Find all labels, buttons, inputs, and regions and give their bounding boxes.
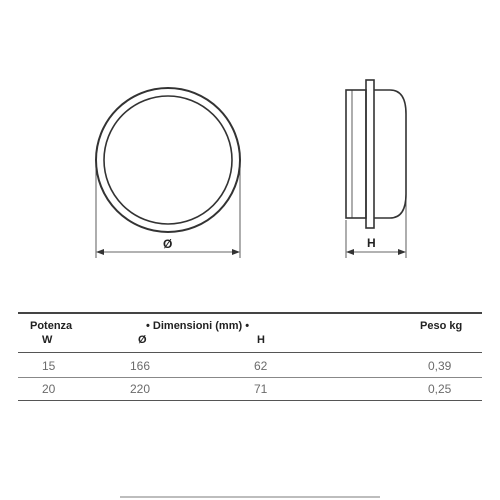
row-height: 71 (254, 382, 268, 396)
side-base-plate (346, 90, 366, 218)
table-bottom-rule (18, 400, 482, 401)
header-power: Potenza (30, 320, 73, 332)
row-power: 15 (42, 359, 56, 373)
height-arrow-left (346, 249, 354, 255)
diameter-arrow-left (96, 249, 104, 255)
row-diameter: 166 (130, 359, 151, 373)
row-weight: 0,39 (428, 359, 452, 373)
header-power-unit: W (42, 334, 53, 346)
height-label: H (367, 236, 376, 250)
header-height: H (257, 334, 265, 346)
row-diameter: 220 (130, 382, 151, 396)
header-dimensions: • Dimensioni (mm) • (146, 320, 250, 332)
diameter-arrow-right (232, 249, 240, 255)
header-rule (18, 352, 482, 353)
diameter-label: Ø (163, 237, 173, 251)
side-view (346, 80, 406, 258)
footer-divider (120, 496, 380, 498)
row-height: 62 (254, 359, 268, 373)
side-dome (374, 90, 406, 218)
side-ring-flange (366, 80, 374, 228)
row-power: 20 (42, 382, 56, 396)
table-top-rule (18, 312, 482, 314)
front-view (96, 88, 240, 258)
header-diameter: Ø (138, 334, 147, 346)
height-arrow-right (398, 249, 406, 255)
row-weight: 0,25 (428, 382, 452, 396)
front-outer-ring (96, 88, 240, 232)
front-inner-ring (104, 96, 232, 224)
header-weight: Peso kg (420, 320, 463, 332)
row-rule (18, 377, 482, 378)
